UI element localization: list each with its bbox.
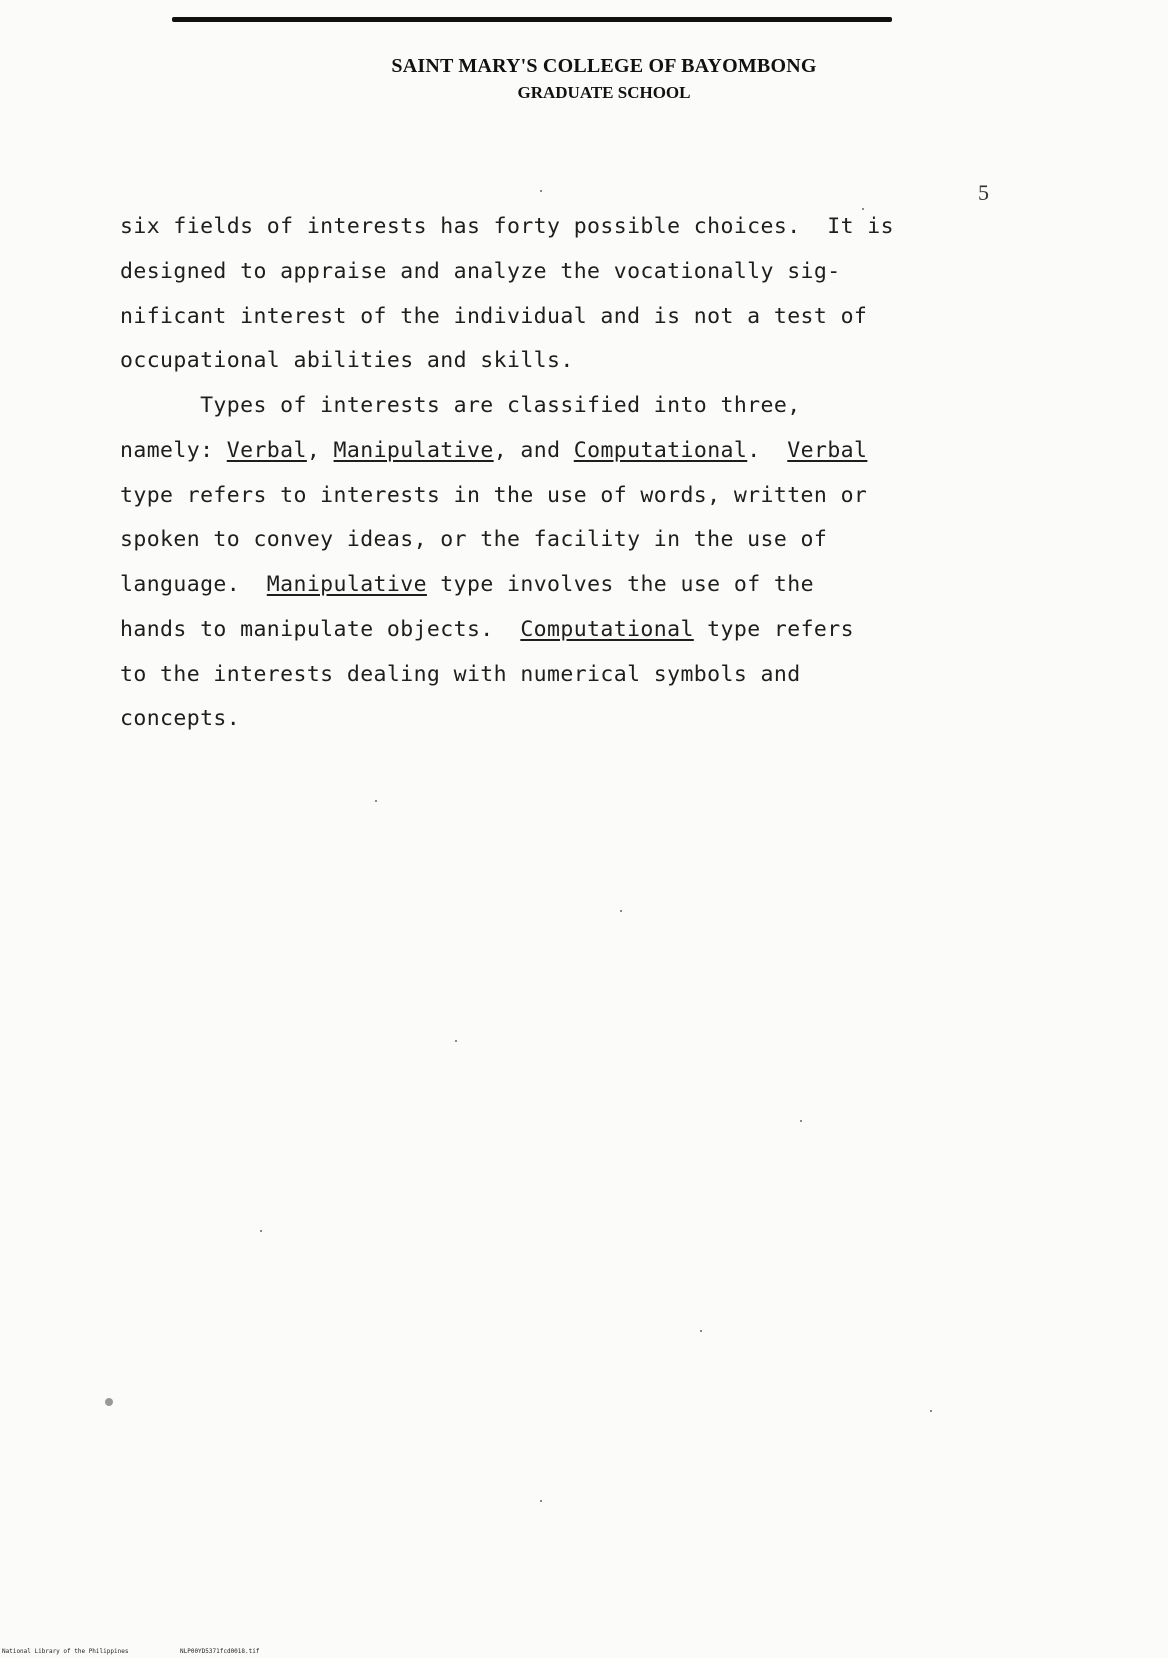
text-fragment: type refers: [693, 617, 854, 642]
scan-speck: [930, 1410, 932, 1412]
scan-speck: [540, 1500, 542, 1502]
body-line-3: nificant interest of the individual and is not a test of: [120, 304, 868, 329]
footer-file-id: NLP00YD5371fcd0018.tif: [180, 1648, 260, 1655]
underlined-term-manipulative: Manipulative: [266, 572, 427, 597]
scan-speck: [105, 1398, 113, 1406]
underlined-term-verbal: Verbal: [226, 438, 307, 463]
text-fragment: .: [747, 438, 788, 463]
text-fragment: namely:: [120, 438, 227, 463]
body-line-9: [120, 572, 814, 597]
scan-speck: [620, 910, 622, 912]
scan-speck: [260, 1230, 262, 1232]
scan-speck: [455, 1040, 457, 1042]
scan-speck: [800, 1120, 802, 1122]
scan-speck: [375, 800, 377, 802]
body-line-11: to the interests dealing with numerical symbols and: [120, 662, 801, 687]
underlined-term-verbal: Verbal: [787, 438, 868, 463]
body-line-2: designed to appraise and analyze the vocationally sig-: [120, 259, 841, 284]
top-rule: [172, 17, 892, 22]
body-line-4: occupational abilities and skills.: [120, 348, 574, 373]
page-number: 5: [978, 180, 989, 205]
text-fragment: type involves the use of the: [426, 572, 814, 597]
institution-name: SAINT MARY'S COLLEGE OF BAYOMBONG: [391, 55, 817, 77]
text-fragment: language.: [120, 572, 267, 597]
body-line-10: [120, 617, 854, 642]
school-name: GRADUATE SCHOOL: [517, 83, 691, 102]
body-line-5: Types of interests are classified into three,: [120, 393, 801, 418]
body-line-1: six fields of interests has forty possible choices. It is: [120, 214, 894, 239]
underlined-term-computational: Computational: [520, 617, 694, 642]
text-fragment: hands to manipulate objects.: [120, 617, 521, 642]
footer-library: National Library of the Philippines: [2, 1648, 129, 1655]
text-fragment: ,: [306, 438, 334, 463]
scan-speck: [700, 1330, 702, 1332]
scan-speck: [540, 190, 542, 192]
underlined-term-manipulative: Manipulative: [333, 438, 494, 463]
body-line-12: concepts.: [120, 706, 241, 731]
underlined-term-computational: Computational: [573, 438, 748, 463]
scan-speck: [862, 208, 864, 210]
text-fragment: , and: [493, 438, 574, 463]
body-line-8: spoken to convey ideas, or the facility in the use of: [120, 527, 828, 552]
body-line-7: type refers to interests in the use of words, written or: [120, 483, 868, 508]
body-line-6: [120, 438, 867, 463]
